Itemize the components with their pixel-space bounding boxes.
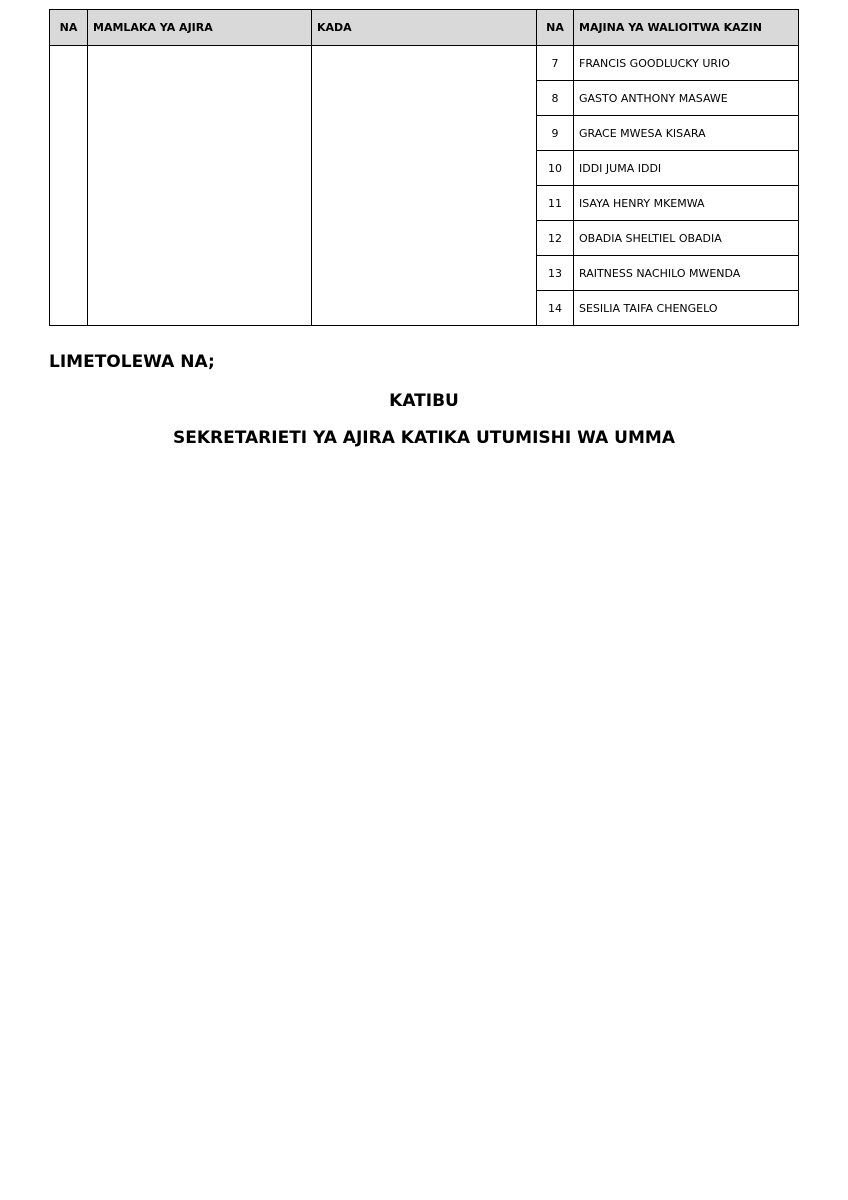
appointee-name: GASTO ANTHONY MASAWE (574, 81, 799, 116)
row-number: 11 (537, 186, 574, 221)
appointee-name: RAITNESS NACHILO MWENDA (574, 256, 799, 291)
mamlaka-cell (88, 46, 312, 326)
appointee-name: SESILIA TAIFA CHENGELO (574, 291, 799, 326)
appointees-table (49, 9, 799, 326)
appointee-name: GRACE MWESA KISARA (574, 116, 799, 151)
row-number: 8 (537, 81, 574, 116)
header-kada: KADA (312, 10, 537, 46)
row-number: 13 (537, 256, 574, 291)
header-mamlaka-ya-ajira: MAMLAKA YA AJIRA (88, 10, 312, 46)
row-number: 10 (537, 151, 574, 186)
appointee-name: IDDI JUMA IDDI (574, 151, 799, 186)
table-header-row (50, 10, 799, 46)
organization-name: SEKRETARIETI YA AJIRA KATIKA UTUMISHI WA UMMA (173, 428, 675, 448)
row-number: 9 (537, 116, 574, 151)
na-cell (50, 46, 88, 326)
row-number: 7 (537, 46, 574, 81)
appointee-name: ISAYA HENRY MKEMWA (574, 186, 799, 221)
signatory-title: KATIBU (389, 391, 459, 411)
table-row (50, 46, 799, 81)
issued-by-label: LIMETOLEWA NA; (49, 352, 215, 372)
row-number: 14 (537, 291, 574, 326)
header-majina: MAJINA YA WALIOITWA KAZIN (574, 10, 799, 46)
row-number: 12 (537, 221, 574, 256)
appointee-name: OBADIA SHELTIEL OBADIA (574, 221, 799, 256)
header-na-2: NA (537, 10, 574, 46)
kada-cell (312, 46, 537, 326)
appointee-name: FRANCIS GOODLUCKY URIO (574, 46, 799, 81)
header-na: NA (50, 10, 88, 46)
